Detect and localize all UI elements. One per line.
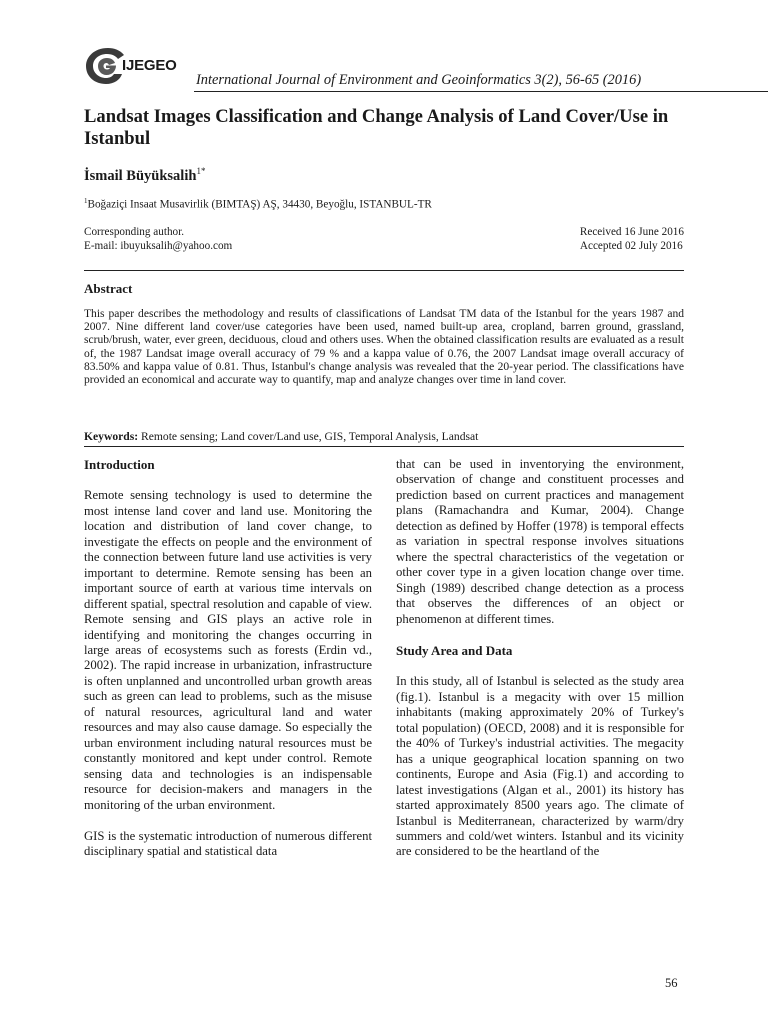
- study-area-paragraph: In this study, all of Istanbul is selected as the study area (fig.1). Istanbul is a megacity with over 15 million inhabitants (making approximately 20% of Turkey's total population) (OECD, 2008) and it is responsible for the 40% of Turkey's industrial activities. The megacity has a unique geographical location spanning on two continents, Europe and Asia (Fig.1) and according to latest investigations (Algan et al., 2001) its history has started approximately 8500 years ago. The climate of Istanbul is Mediterranean, characterized by warm/dry summers and cold/wet winters. Istanbul and its vicinity are considered to be the heartland of the: [396, 674, 684, 859]
- intro-paragraph-1: Remote sensing technology is used to determine the most intense land cover and land use. Monitoring the location and distribution of land cover change, to investigate the effects on people and the environment of the connection between future land use activities is very important to determine. Remote sensing has been an important source of earth at various time intervals on different spatial, spectral resolution and capable of view. Remote sensing and GIS plays an active role in identifying and monitoring the changes occurring in large areas of ecosystems such as forests (Erdin vd., 2002). The rapid increase in urbanization, infrastructure is often unplanned and uncontrolled urban growth areas such as green can lead to problems, such as the misuse of natural resources, agricultural land and water resources and may also cause damage. So especially the urban environment including natural resources must be constantly monitored and kept under control. Remote sensing data and technologies is an indispensable resource for decision-makers and managers in the monitoring of the urban environment.: [84, 488, 372, 812]
- keywords-text: Remote sensing; Land cover/Land use, GIS, Temporal Analysis, Landsat: [138, 430, 479, 443]
- header-rule: [194, 91, 768, 92]
- introduction-heading: Introduction: [84, 457, 155, 472]
- author-superscript: 1*: [196, 166, 206, 176]
- corresponding-label: Corresponding author.: [84, 226, 185, 238]
- author-line: [84, 166, 205, 185]
- keywords-line: [84, 430, 684, 443]
- author-email: E-mail: ibuyuksalih@yahoo.com: [84, 240, 233, 252]
- section-rule: [84, 270, 684, 271]
- logo-text: IJEGEO: [122, 57, 177, 74]
- left-column: [84, 457, 372, 860]
- abstract-heading: Abstract: [84, 281, 133, 296]
- affiliation: [84, 197, 432, 211]
- keywords-label: Keywords:: [84, 430, 139, 443]
- affiliation-superscript: 1: [84, 197, 88, 205]
- received-date: Received 16 June 2016: [579, 226, 684, 238]
- intro-continuation: that can be used in inventorying the environment, observation of change and constituent processes and prediction based on current practices and management plans (Ramachandra and Kumar, 2004). Change detection as defined by Hoffer (1978) is temporal effects as variation in spectral response involves situations where the spectral characteristics of the vegetation or other cover type in a given location change over time. Singh (1989) described change detection as a process that observes the differences of an object or phenomenon at different times.: [396, 457, 684, 626]
- author-name: İsmail Büyüksalih: [84, 167, 197, 184]
- keywords-rule: [84, 446, 684, 447]
- journal-header: [84, 40, 684, 96]
- intro-paragraph-2: GIS is the systematic introduction of numerous different disciplinary spatial and statistical data: [84, 828, 372, 859]
- corresponding-block: [84, 225, 232, 253]
- study-area-heading: Study Area and Data: [396, 642, 513, 658]
- journal-logo: [84, 44, 214, 88]
- paper-title: Landsat Images Classification and Change Analysis of Land Cover/Use in Istanbul: [84, 106, 669, 149]
- dates-block: [580, 225, 684, 253]
- abstract-text: This paper describes the methodology and results of classifications of Landsat TM data of the Istanbul for the years 1987 and 2007. Nine different land cover/use categories have been used, named built-up area, cropland, barren ground, grassland, scrub/brush, water, ever green, deciduous, cloud and others uses. When the obtained classification results are evaluated as a result of, the 1987 Landsat image overall accuracy of 79 % and a kappa value of 0.76, the 2007 Landsat image overall accuracy of 83.50% and kappa value of 0.81. Thus, Istanbul's change analysis was revealed that the 20-year period. The classifications have provided an economical and accurate way to quantify, map and analyze changes over time in land cover.: [84, 308, 684, 387]
- page-number: 56: [665, 976, 678, 990]
- journal-citation: International Journal of Environment and Geoinformatics 3(2), 56-65 (2016): [196, 72, 642, 88]
- accepted-date: Accepted 02 July 2016: [579, 240, 683, 252]
- affiliation-text: Boğaziçi Insaat Musavirlik (BIMTAŞ) AŞ, 34430, Beyoğlu, ISTANBUL-TR: [87, 198, 432, 211]
- right-column: [396, 457, 684, 860]
